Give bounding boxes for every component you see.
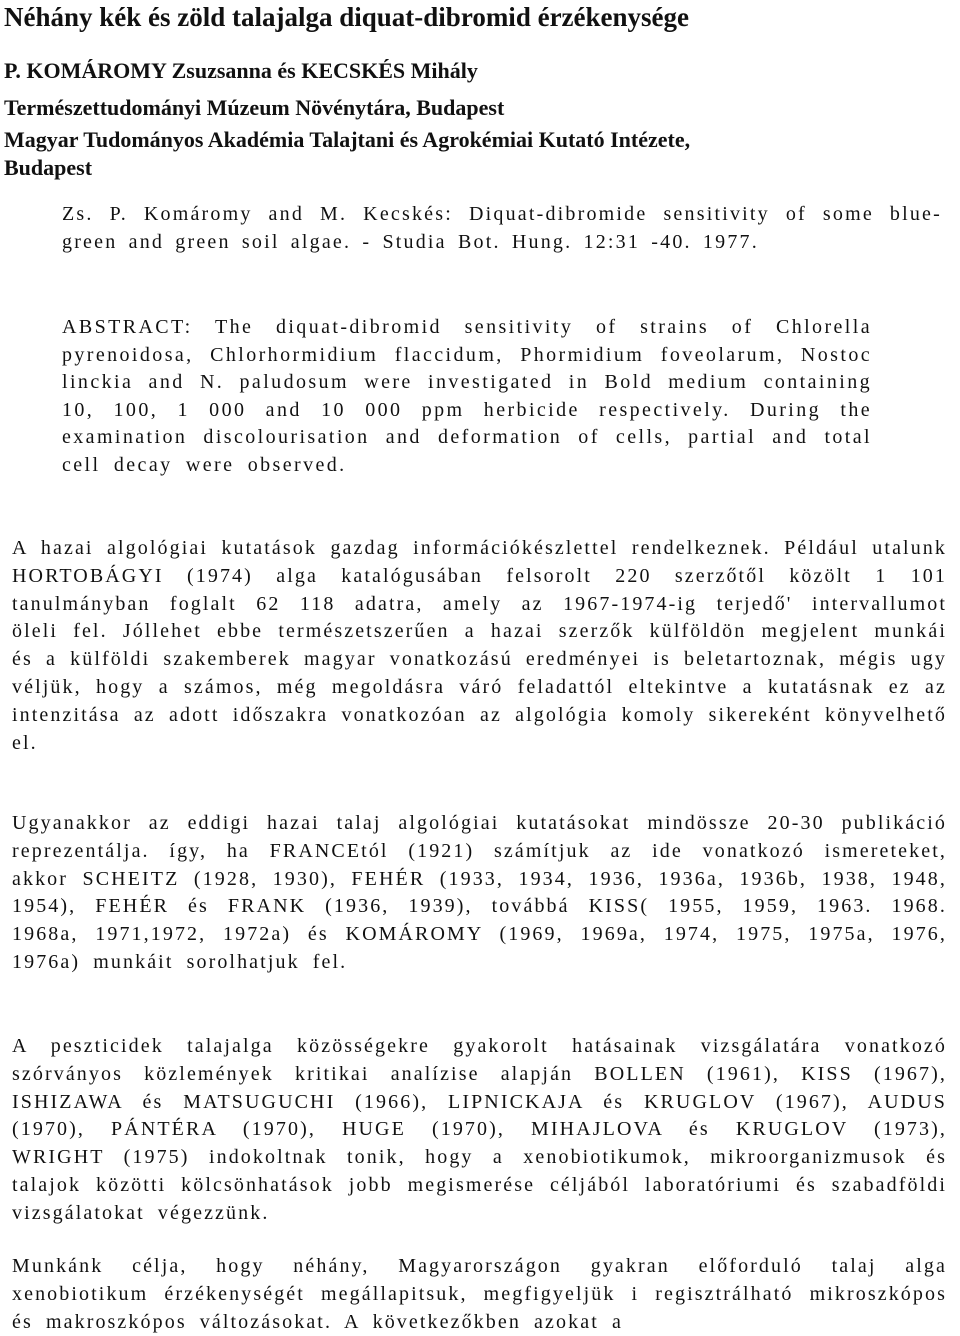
- citation-block: Zs. P. Komáromy and M. Kecskés: Diquat-dibromide sensitivity of some blue-green and green soil algae. - Studia Bot. Hung. 12:31 -40. 1977.: [62, 203, 942, 253]
- affiliation-line-2: Magyar Tudományos Akadémia Talajtani és Agrokémiai Kutató Intézete,: [4, 127, 691, 152]
- body-paragraph-4: Munkánk célja, hogy néhány, Magyarországon gyakran előforduló talaj alga xenobiotikum érzékenységét megállapitsuk, megfigyeljük i regisztrálható mikroszkópos és makroszkópos változásokat. A következőkben azokat a: [12, 1255, 947, 1333]
- authors-line: P. KOMÁROMY Zsuzsanna és KECSKÉS Mihály: [4, 58, 478, 83]
- body-paragraph-3: A peszticidek talajalga közösségekre gyakorolt hatásainak vizsgálatára vonatkozó szórványos közlemények kritikai analízise alapján BOLLEN (1961), KISS (1967), ISHIZAWA és MATSUGUCHI (1966), LIPNICKAJA és KRUGLOV (1967), AUDUS (1970), PÁNTÉRA (1970), HUGE (1970), MIHAJLOVA és KRUGLOV (1973), WRIGHT (1975) indokoltnak tonik, hogy a xenobiotikumok, mikroorganizmusok és talajok közötti kölcsönhatások jobb megismerése céljából laboratóriumi és szabadföldi vizsgálatokat végezzünk.: [12, 1035, 947, 1224]
- affiliation-line-1: Természettudományi Múzeum Növénytára, Budapest: [4, 95, 505, 120]
- paper-title: Néhány kék és zöld talajalga diquat-dibromid érzékenysége: [4, 2, 690, 32]
- affiliation-line-3: Budapest: [4, 155, 93, 180]
- body-paragraph-2: Ugyanakkor az eddigi hazai talaj algológiai kutatásokat mindössze 20-30 publikáció reprezentálja. így, ha FRANCEtól (1921) számítjuk az ide vonatkozó ismereteket, akkor SCHEITZ (1928, 1930), FEHÉR (1933, 1934, 1936, 1936a, 1936b, 1938, 1948, 1954), FEHÉR és FRANK (1936, 1939), továbbá KISS( 1955, 1959, 1963. 1968. 1968a, 1971,1972, 1972a) és KOMÁROMY (1969, 1969a, 1974, 1975, 1975a, 1976, 1976a) munkáit sorolhatjuk fel.: [12, 812, 947, 973]
- body-paragraph-1: A hazai algológiai kutatások gazdag információkészlettel rendelkeznek. Például utalunk HORTOBÁGYI (1974) alga katalógusában felsorolt 220 szerzőtől közölt 1 101 tanulmányban foglalt 62 118 adatra, amely az 1967-1974-ig terjedő' intervallumot öleli fel. Jóllehet ebbe természetszerűen a hazai szerzők külföldön megjelent munkái és a külföldi szakemberek magyar vonatkozású eredményei is beletartoznak, mégis ugy véljük, hogy a számos, még megoldásra váró feladattól eltekintve a kutatásnak ez az intenzitása az adott időszakra vonatkozóan az algológia komoly sikereként könyvelhető el.: [12, 537, 947, 754]
- abstract-block: ABSTRACT: The diquat-dibromid sensitivity of strains of Chlorella pyrenoidosa, Chlorhormidium flaccidum, Phormidium foveolarum, Nostoc linckia and N. paludosum were investigated in Bold medium containing 10, 100, 1 000 and 10 000 ppm herbicide respectively. During the examination discolourisation and deformation of cells, partial and total cell decay were observed.: [62, 316, 872, 476]
